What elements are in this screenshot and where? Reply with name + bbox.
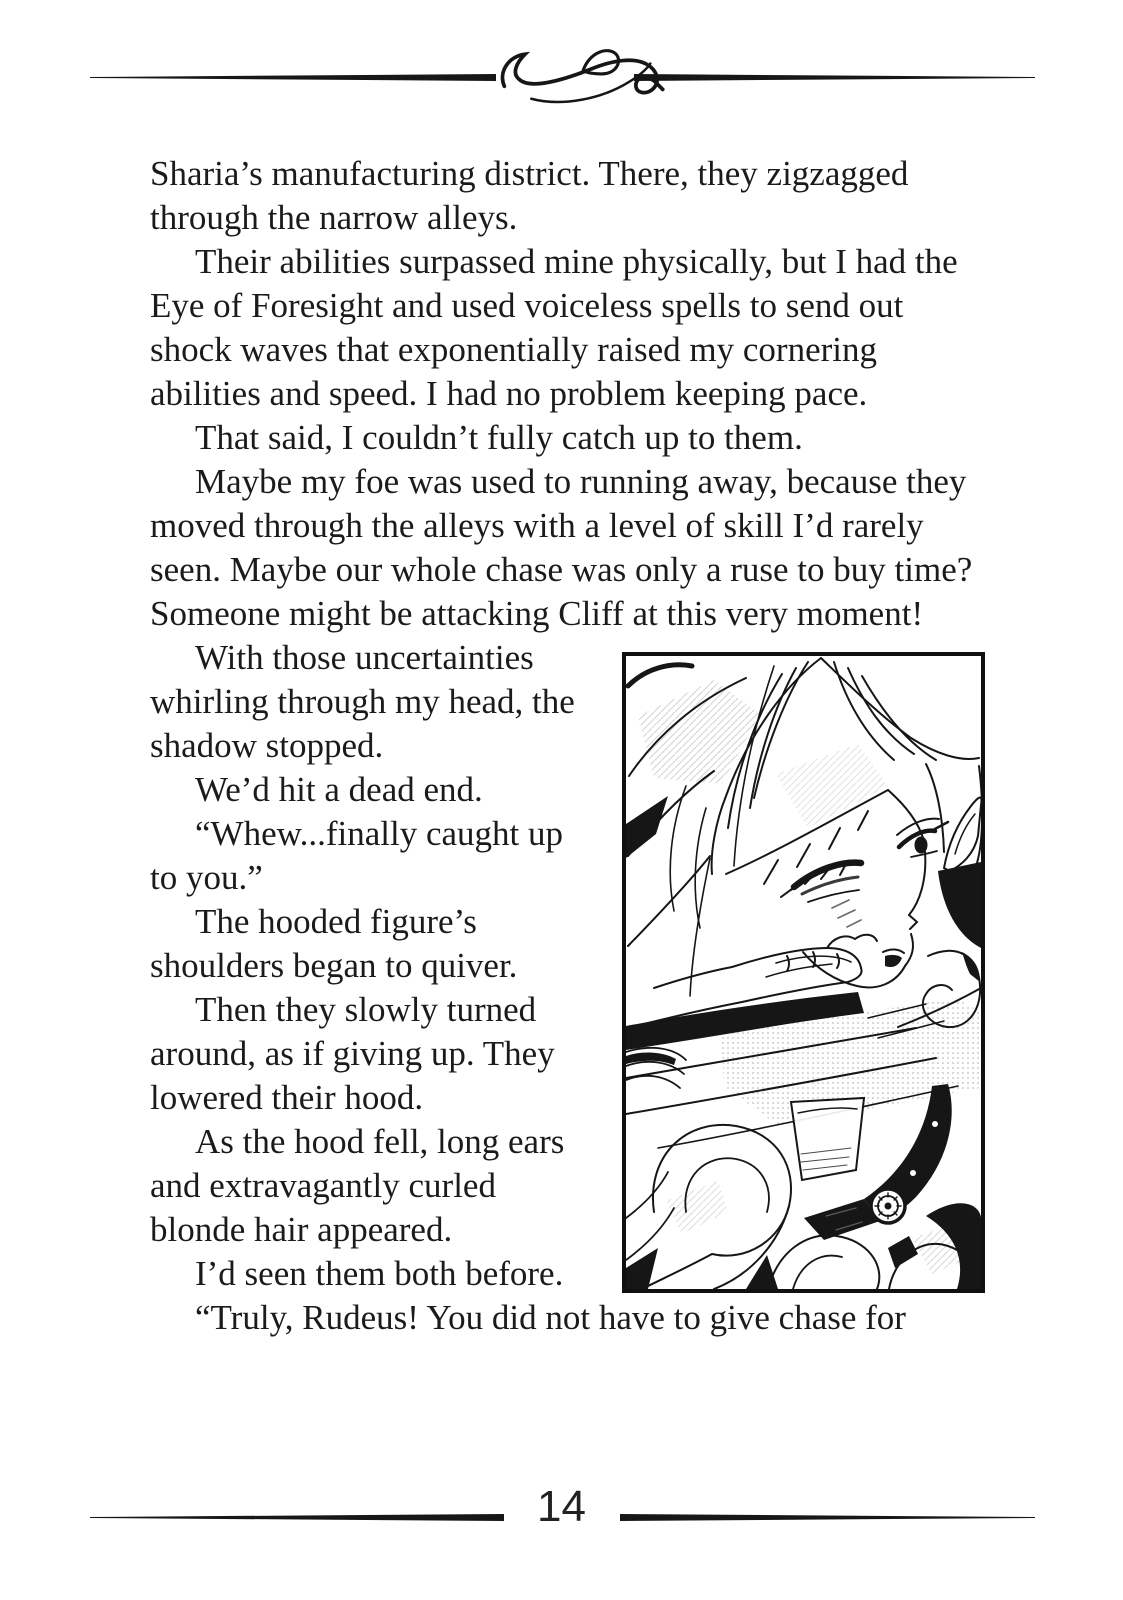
- paragraph: As the hood fell, long ears and extravagantly curled blonde hair appeared.: [150, 1122, 565, 1249]
- page-text: [150, 152, 985, 1340]
- paragraph: Maybe my foe was used to running away, because they moved through the alleys with a level of skill I’d rarely seen. Maybe our whole chase was only a ruse to buy time? Someone might be attacking Cliff at this very moment!: [150, 462, 973, 633]
- paragraph: “Whew...finally caught up to you.”: [150, 814, 564, 897]
- flourish-ornament-icon: [494, 42, 670, 112]
- paragraph: Sharia’s manufacturing district. There, they zigzagged through the narrow alleys.: [150, 154, 909, 237]
- paragraph: Then they slowly turned around, as if giving up. They lowered their hood.: [150, 990, 555, 1117]
- paragraph: Their abilities surpassed mine physically, but I had the Eye of Foresight and used voiceless spells to send out shock waves that exponentially raised my cornering abilities and speed. I had no problem keeping pace.: [150, 242, 958, 413]
- paragraph: I’d seen them both before.: [195, 1254, 564, 1293]
- elf-illustration: [626, 656, 981, 1289]
- paragraph: The hooded figure’s shoulders began to quiver.: [150, 902, 518, 985]
- page-number: 14: [537, 1482, 586, 1531]
- paragraph: That said, I couldn’t fully catch up to them.: [195, 418, 803, 457]
- paragraph: With those uncertainties whirling through my head, the shadow stopped.: [150, 638, 575, 765]
- header-divider-right: [634, 74, 1035, 81]
- paragraph: “Truly, Rudeus! You did not have to give chase for: [195, 1298, 906, 1337]
- header-divider-left: [90, 74, 496, 81]
- inset-illustration: [622, 652, 985, 1293]
- paragraph: We’d hit a dead end.: [195, 770, 483, 809]
